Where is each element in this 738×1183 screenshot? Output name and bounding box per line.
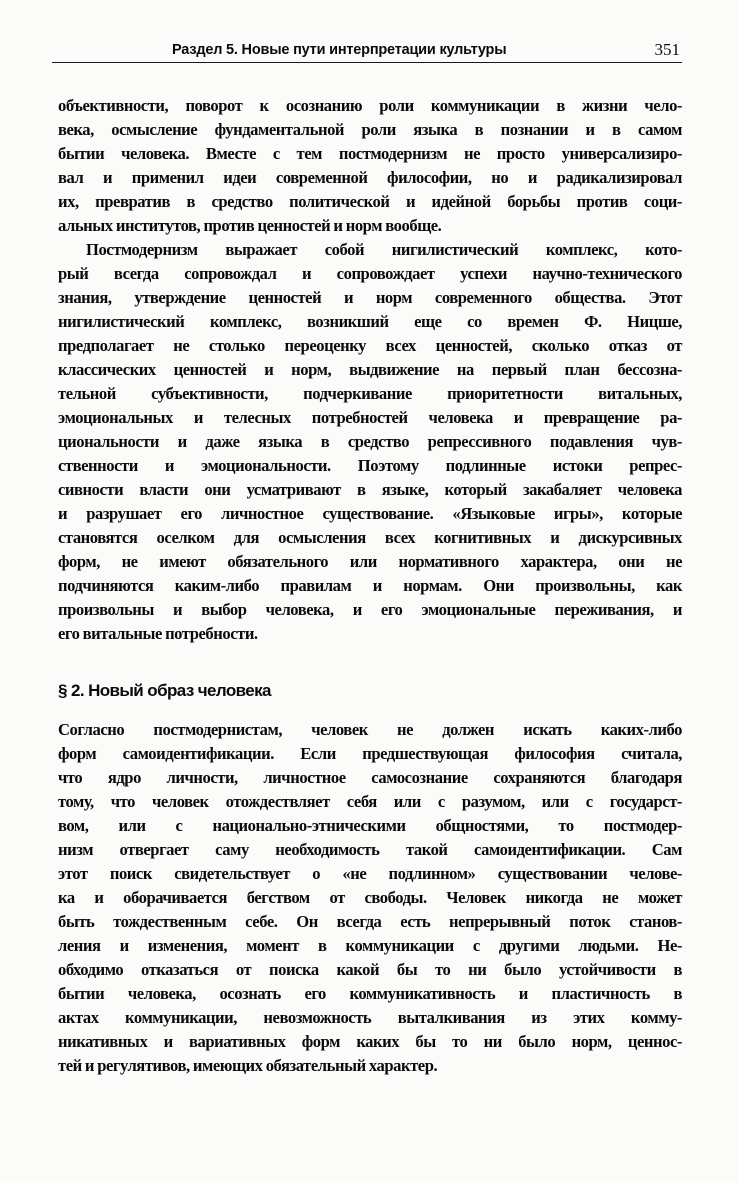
- text-line: форм самоидентификации. Если предшествующая философия считала,: [58, 744, 682, 763]
- text-line: века, осмысление фундаментальной роли языка в познании и в самом: [58, 120, 682, 139]
- text-line: становятся оселком для осмысления всех когнитивных и дискурсивных: [58, 528, 682, 547]
- text-line: вал и применил идеи современной философии, но и радикализировал: [58, 168, 682, 187]
- text-line: тельной субъективности, подчеркивание приоритетности витальных,: [58, 384, 682, 403]
- text-line: рый всегда сопровождал и сопровождает успехи научно-технического: [58, 264, 682, 283]
- paragraph-1: [58, 94, 682, 238]
- text-line: циональности и даже языка в средство репрессивного подавления чув-: [58, 432, 682, 451]
- text-line: этот поиск свидетельствует о «не подлинном» существовании челове-: [58, 864, 682, 883]
- text-line: объективности, поворот к осознанию роли коммуникации в жизни чело-: [58, 96, 682, 115]
- text-line: низм отвергает саму необходимость такой самоидентификации. Сам: [58, 840, 682, 859]
- text-line: бытии человека, осознать его коммуникативность и пластичность в: [58, 984, 682, 1003]
- text-line: классических ценностей и норм, выдвижение на первый план бессозна-: [58, 360, 682, 379]
- paragraph-2: [58, 238, 682, 646]
- text-line: их, превратив в средство политической и идейной борьбы против соци-: [58, 192, 682, 211]
- text-line: никативных и вариативных форм каких бы то ни было норм, ценнос-: [58, 1032, 682, 1051]
- text-line: форм, не имеют обязательного или нормативного характера, они не: [58, 552, 682, 571]
- text-line: ка и оборачивается бегством от свободы. Человек никогда не может: [58, 888, 682, 907]
- text-line: обходимо отказаться от поиска какой бы то ни было устойчивости в: [58, 960, 682, 979]
- text-line: эмоциональных и телесных потребностей человека и превращение ра-: [58, 408, 682, 427]
- text-line: подчиняются каким-либо правилам и нормам. Они произвольны, как: [58, 576, 682, 595]
- text-line: Согласно постмодернистам, человек не должен искать каких-либо: [58, 720, 682, 739]
- text-line: бытии человека. Вместе с тем постмодернизм не просто универсализиро-: [58, 144, 682, 163]
- text-line: тей и регулятивов, имеющих обязательный характер.: [58, 1056, 438, 1075]
- text-line: ления и изменения, момент в коммуникации с другими людьми. Не-: [58, 936, 682, 955]
- text-line: знания, утверждение ценностей и норм современного общества. Этот: [58, 288, 682, 307]
- text-line: его витальные потребности.: [58, 624, 258, 643]
- text-line: вом, или с национально-этническими общностями, то постмодер-: [58, 816, 682, 835]
- text-line: тому, что человек отождествляет себя или с разумом, или с государст-: [58, 792, 682, 811]
- text-line: актах коммуникации, невозможность выталкивания из этих комму-: [58, 1008, 682, 1027]
- text-line: нигилистический комплекс, возникший еще со времен Ф. Ницше,: [58, 312, 682, 331]
- text-line: Постмодернизм выражает собой нигилистический комплекс, кото-: [86, 240, 682, 259]
- text-line: и разрушает его личностное существование. «Языковые игры», которые: [58, 504, 682, 523]
- section-heading: § 2. Новый образ человека: [58, 681, 271, 700]
- text-line: альных институтов, против ценностей и норм вообще.: [58, 216, 442, 235]
- running-title: Раздел 5. Новые пути интерпретации культуры: [172, 42, 507, 58]
- text-line: что ядро личности, личностное самосознание сохраняются благодаря: [58, 768, 682, 787]
- running-header: [52, 40, 682, 63]
- text-line: ственности и эмоциональности. Поэтому подлинные истоки репрес-: [58, 456, 682, 475]
- paragraph-3: [58, 718, 682, 1078]
- text-line: сивности власти они усматривают в языке, который закабаляет человека: [58, 480, 682, 499]
- text-line: быть тождественным себе. Он всегда есть непрерывный поток станов-: [58, 912, 682, 931]
- text-line: произвольны и выбор человека, и его эмоциональные переживания, и: [58, 600, 682, 619]
- page-number: 351: [654, 40, 680, 59]
- text-line: предполагает не столько переоценку всех ценностей, сколько отказ от: [58, 336, 682, 355]
